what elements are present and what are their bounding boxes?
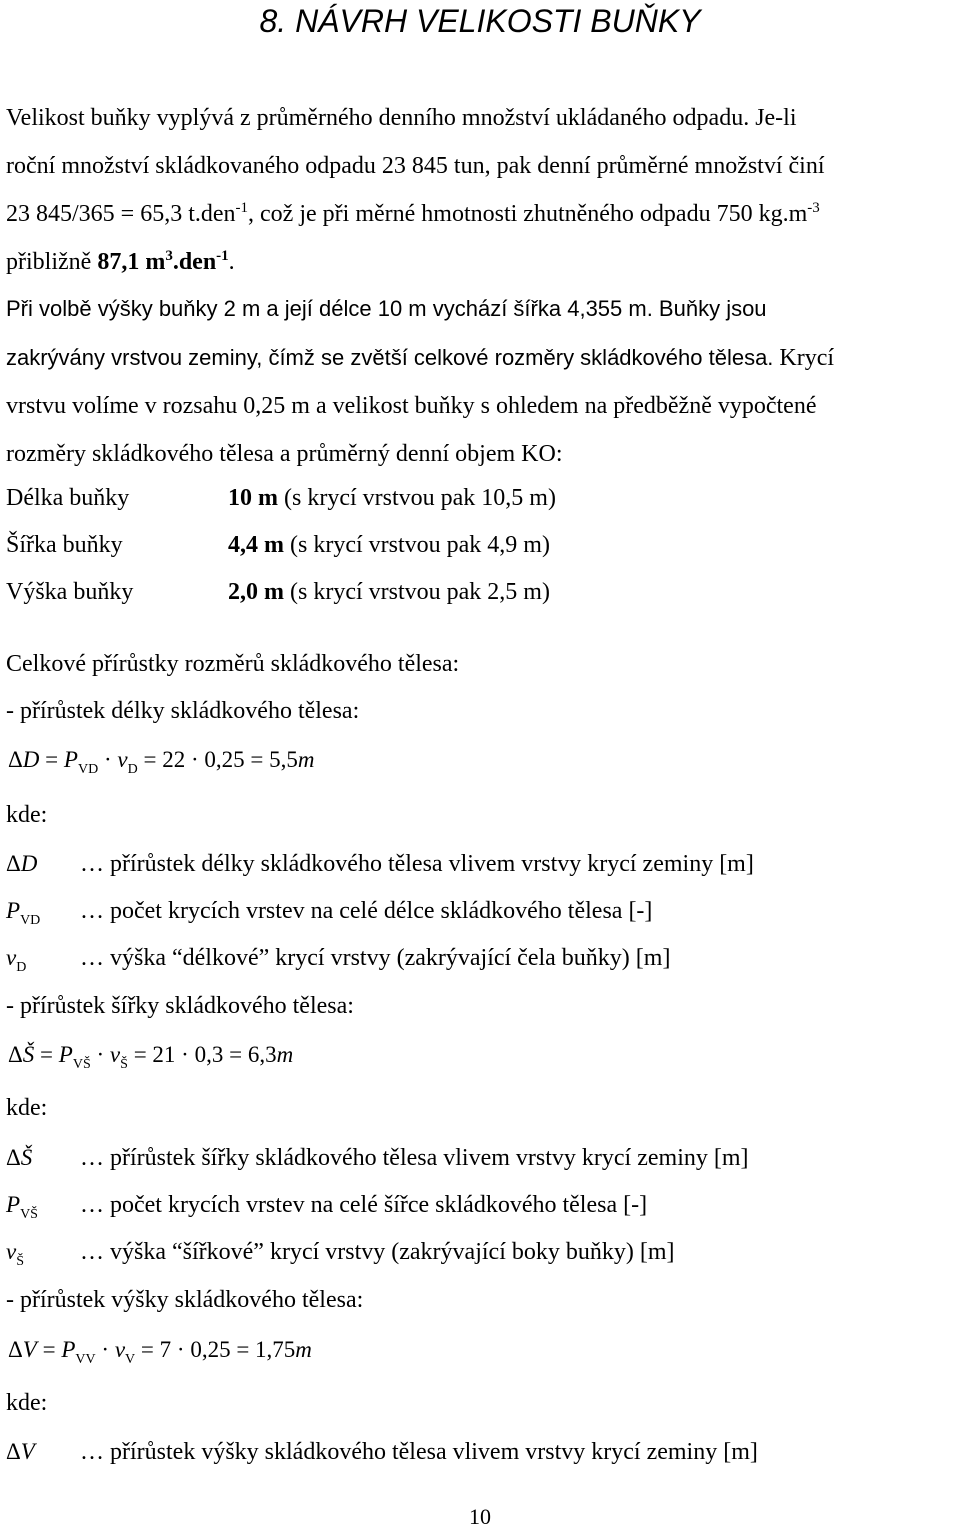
length-equation: $\Delta D = P_{VD} \cdot v_D = 22 \cdot 0,25 = 5,5m$ — [8, 747, 315, 777]
subsection-heading: - přírůstek šířky skládkového tělesa: — [6, 993, 354, 1019]
height-equation: $\Delta V = P_{VV} \cdot v_V = 7 \cdot 0,25 = 1,75m$ — [8, 1337, 312, 1367]
paragraph-line: zakrývány vrstvou zeminy, čímž se zvětší celkové rozměry skládkového tělesa. Krycí — [6, 345, 835, 371]
paragraph-line: roční množství skládkovaného odpadu 23 845 tun, pak denní průměrné množství činí — [6, 153, 825, 179]
width-equation: ΔŠ = $P_{VŠ} \cdot v_Š = 21 \cdot 0,3 = 6,3m$ — [8, 1042, 294, 1072]
symbol: $v_D$ — [6, 945, 27, 975]
term-description: … přírůstek šířky skládkového tělesa vlivem vrstvy krycí zeminy [m] — [80, 1145, 749, 1171]
term-description: … počet krycích vrstev na celé šířce skládkového tělesa [-] — [80, 1192, 648, 1218]
subsection-heading: - přírůstek výšky skládkového tělesa: — [6, 1287, 364, 1313]
term-description: … výška “šířkové” krycí vrstvy (zakrývající boky buňky) [m] — [80, 1239, 675, 1265]
dimension-value: 10 m (s krycí vrstvou pak 10,5 m) — [228, 485, 556, 511]
symbol: $P_{VD}$ — [6, 898, 41, 928]
paragraph-line: přibližně 87,1 $m^3.den^{-1}$. — [6, 248, 235, 275]
section-heading: Celkové přírůstky rozměrů skládkového tělesa: — [6, 651, 460, 677]
symbol: $v_Š$ — [6, 1239, 25, 1269]
paragraph-line: Při volbě výšky buňky 2 m a její délce 10 m vychází šířka 4,355 m. Buňky jsou — [6, 296, 767, 321]
symbol: $P_{VŠ}$ — [6, 1192, 38, 1222]
dimension-label: Délka buňky — [6, 485, 130, 511]
term-description: … přírůstek délky skládkového tělesa vlivem vrstvy krycí zeminy [m] — [80, 851, 754, 877]
where-label: kde: — [6, 1390, 48, 1416]
dimension-label: Výška buňky — [6, 579, 134, 605]
term-description: … počet krycích vrstev na celé délce skládkového tělesa [-] — [80, 898, 653, 924]
subsection-heading: - přírůstek délky skládkového tělesa: — [6, 698, 360, 724]
term-description: … výška “délkové” krycí vrstvy (zakrývající čela buňky) [m] — [80, 945, 671, 971]
chapter-heading: 8. NÁVRH VELIKOSTI BUŇKY — [259, 3, 701, 39]
where-label: kde: — [6, 802, 48, 828]
dimension-value: 2,0 m (s krycí vrstvou pak 2,5 m) — [228, 579, 550, 605]
symbol: ΔV — [6, 1439, 35, 1464]
symbol: ΔD — [6, 851, 38, 876]
paragraph-line: Velikost buňky vyplývá z průměrného denního množství ukládaného odpadu. Je-li — [6, 105, 797, 131]
where-label: kde: — [6, 1095, 48, 1121]
symbol: ΔŠ — [6, 1145, 33, 1170]
term-description: … přírůstek výšky skládkového tělesa vlivem vrstvy krycí zeminy [m] — [80, 1439, 758, 1465]
paragraph-line: vrstvu volíme v rozsahu 0,25 m a velikost buňky s ohledem na předběžně vypočtené — [6, 393, 817, 419]
page-number: 10 — [469, 1504, 491, 1529]
dimension-value: 4,4 m (s krycí vrstvou pak 4,9 m) — [228, 532, 550, 558]
dimension-label: Šířka buňky — [6, 532, 123, 558]
paragraph-line: rozměry skládkového tělesa a průměrný denní objem KO: — [6, 441, 563, 467]
paragraph-line: 23 845/365 = 65,3 t.den$^{-1}$, což je při měrné hmotnosti zhutněného odpadu 750 $kg.m^{-3}$ — [6, 200, 820, 227]
